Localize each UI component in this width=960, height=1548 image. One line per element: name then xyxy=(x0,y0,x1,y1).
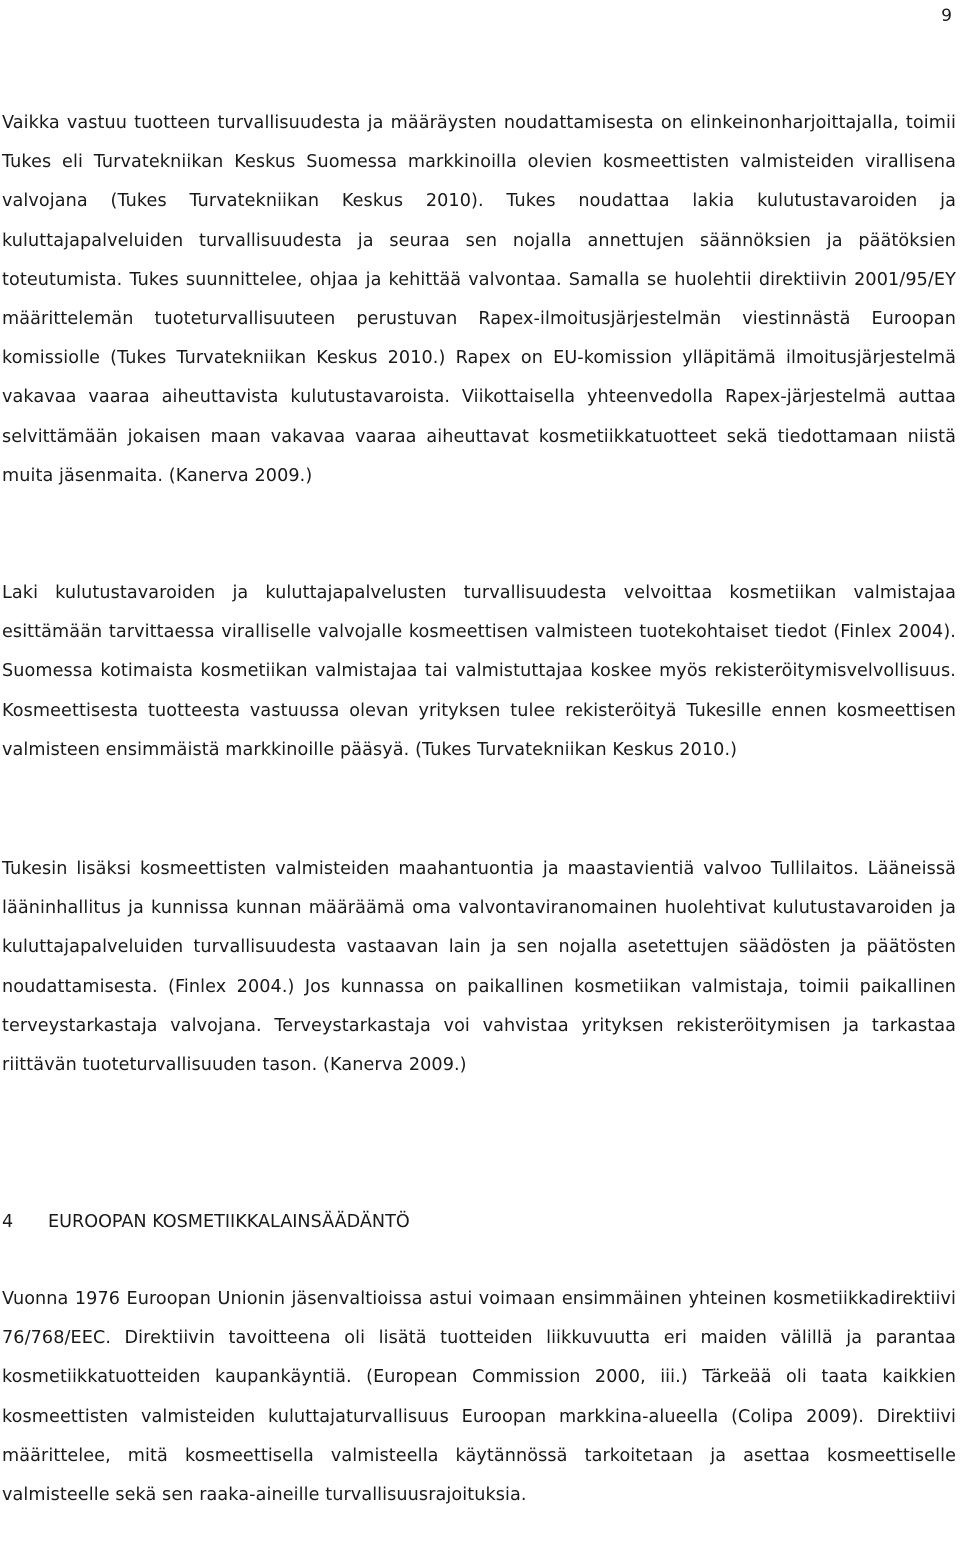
paragraph-registration-law: Laki kulutustavaroiden ja kuluttajapalvelusten turvallisuudesta velvoittaa kosmetiikan valmistajaa esittämään tarvittaessa viralliselle valvojalle kosmeettisen valmisteen tuotekohtaiset tiedot (Finlex 2004). Suomessa kotimaista kosmetiikan valmistajaa tai valmistuttajaa koskee myös rekisteröitymisvelvollisuus. Kosmeettisesta tuotteesta vastuussa olevan yrityksen tulee rekisteröityä Tukesille ennen kosmeettisen valmisteen ensimmäistä markkinoille pääsyä. (Tukes Turvatekniikan Keskus 2010.) xyxy=(2,583,956,760)
paragraph-cosmetics-directive: Vuonna 1976 Euroopan Unionin jäsenvaltioissa astui voimaan ensimmäinen yhteinen kosmetiikkadirektiivi 76/768/EEC. Direktiivin tavoitteena oli lisätä tuotteiden liikkuvuutta eri maiden välillä ja parantaa kosmetiikkatuotteiden kaupankäyntiä. (European Commission 2000, iii.) Tärkeää oli taata kaikkien kosmeettisten valmisteiden kuluttajaturvallisuus Euroopan markkina-alueella (Colipa 2009). Direktiivi määrittelee, mitä kosmeettisella valmisteella käytännössä tarkoitetaan ja asettaa kosmeettiselle valmisteelle sekä sen raaka-aineille turvallisuusrajoituksia. xyxy=(2,1289,956,1506)
section-title: EUROOPAN KOSMETIIKKALAINSÄÄDÄNTÖ xyxy=(48,1212,410,1232)
section-heading xyxy=(2,1210,410,1234)
paragraph-other-authorities: Tukesin lisäksi kosmeettisten valmisteiden maahantuontia ja maastavientiä valvoo Tullilaitos. Lääneissä lääninhallitus ja kunnissa kunnan määräämä oma valvontaviranomainen huolehtivat kulutustavaroiden ja kuluttajapalveluiden turvallisuudesta vastaavan lain ja sen nojalla asetettujen säädösten ja päätösten noudattamisesta. (Finlex 2004.) Jos kunnassa on paikallinen kosmetiikan valmistaja, toimii paikallinen terveystarkastaja valvojana. Terveystarkastaja voi vahvistaa yrityksen rekisteröitymisen ja tarkastaa riittävän tuoteturvallisuuden tason. (Kanerva 2009.) xyxy=(2,859,956,1076)
paragraph-tukes-responsibility: Vaikka vastuu tuotteen turvallisuudesta ja määräysten noudattamisesta on elinkeinonharjoittajalla, toimii Tukes eli Turvatekniikan Keskus Suomessa markkinoilla olevien kosmeettisten valmisteiden virallisena valvojana (Tukes Turvatekniikan Keskus 2010). Tukes noudattaa lakia kulutustavaroiden ja kuluttajapalveluiden turvallisuudesta ja seuraa sen nojalla annettujen säännöksien ja päätöksien toteutumista. Tukes suunnittelee, ohjaa ja kehittää valvontaa. Samalla se huolehtii direktiivin 2001/95/EY määrittelemän tuoteturvallisuuteen perustuvan Rapex-ilmoitusjärjestelmän viestinnästä Euroopan komissiolle (Tukes Turvatekniikan Keskus 2010.) Rapex on EU-komission ylläpitämä ilmoitusjärjestelmä vakavaa vaaraa aiheuttavista kulutustavaroista. Viikottaisella yhteenvedolla Rapex-järjestelmä auttaa selvittämään jokaisen maan vakavaa vaaraa aiheuttavat kosmetiikkatuotteet sekä tiedottamaan niistä muita jäsenmaita. (Kanerva 2009.) xyxy=(2,113,956,486)
page-number: 9 xyxy=(941,6,952,26)
section-number: 4 xyxy=(2,1212,14,1232)
